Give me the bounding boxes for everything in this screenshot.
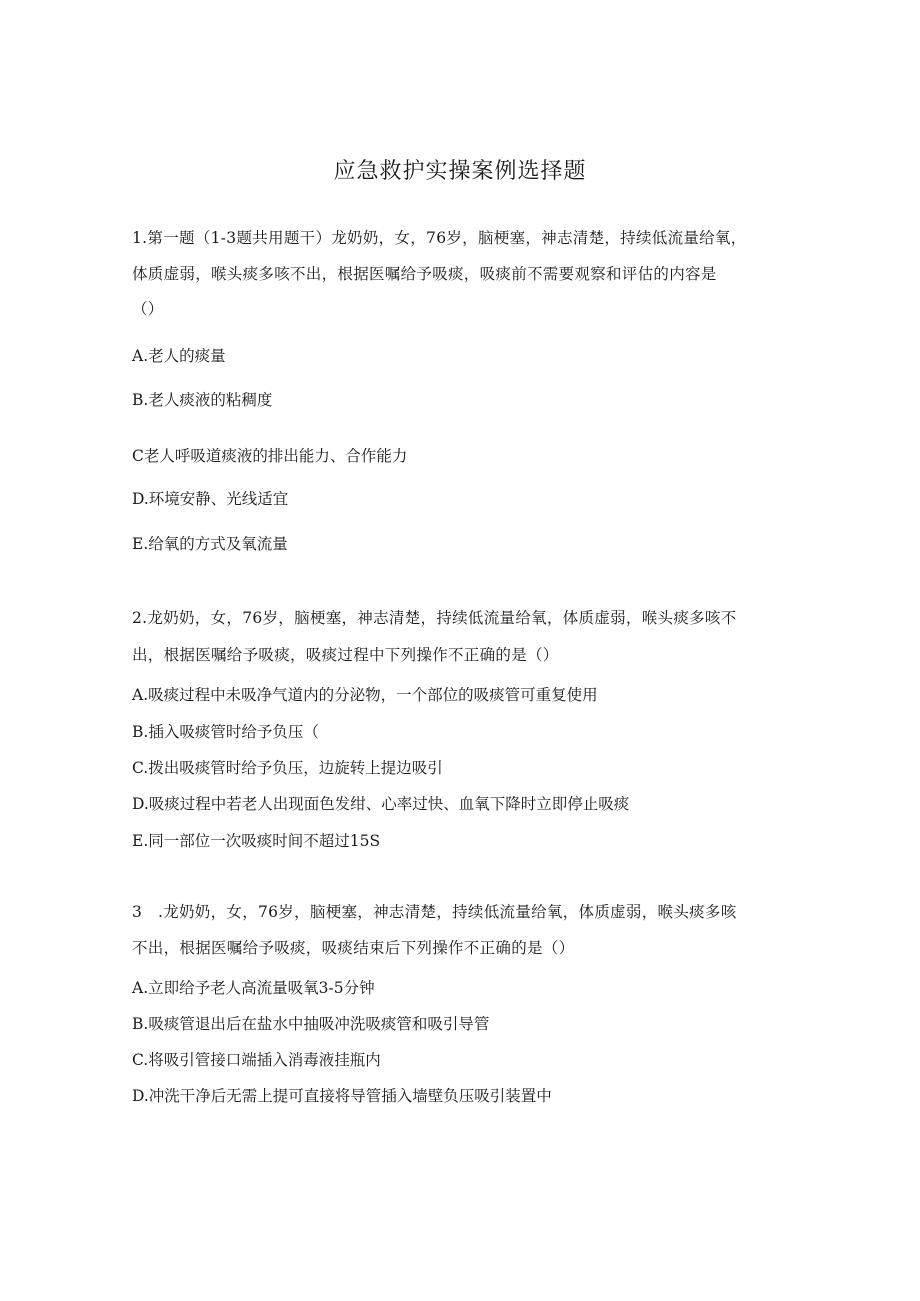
question-1-stem-line-1: 1.第一题（1-3题共用题干）龙奶奶，女，76岁，脑梗塞，神志清楚，持续低流量给氧， <box>132 229 747 247</box>
question-2-stem-line-1: 2.龙奶奶，女，76岁，脑梗塞，神志清楚，持续低流量给氧，体质虚弱，喉头痰多咳不 <box>132 609 737 627</box>
question-1-stem-line-2: 体质虚弱，喉头痰多咳不出，根据医嘱给予吸痰，吸痰前不需要观察和评估的内容是 <box>132 265 717 283</box>
question-3-option-c: C.将吸引管接口端插入消毒液挂瓶内 <box>132 1051 381 1069</box>
question-1-option-e: E.给氧的方式及氧流量 <box>132 535 288 553</box>
question-1-option-b: B.老人痰液的粘稠度 <box>132 391 273 409</box>
question-1-option-d: D.环境安静、光线适宜 <box>132 490 289 508</box>
page-title: 应急救护实操案例选择题 <box>333 159 587 184</box>
question-3-option-b: B.吸痰管退出后在盐水中抽吸冲洗吸痰管和吸引导管 <box>132 1015 490 1033</box>
question-2-option-a: A.吸痰过程中未吸净气道内的分泌物，一个部位的吸痰管可重复使用 <box>132 686 598 704</box>
question-3-stem-line-2: 不出，根据医嘱给予吸痰，吸痰结束后下列操作不正确的是（） <box>132 939 575 957</box>
question-1-stem-line-3: （） <box>132 300 164 318</box>
question-2-option-e: E.同一部位一次吸痰时间不超过15S <box>132 832 381 850</box>
question-1-option-c: C老人呼吸道痰液的排出能力、合作能力 <box>132 447 408 465</box>
question-2-option-c: C.拨出吸痰管时给予负压，边旋转上提边吸引 <box>132 759 443 777</box>
question-2-stem-line-2: 出，根据医嘱给予吸痰，吸痰过程中下列操作不正确的是（） <box>132 646 559 664</box>
question-3-stem-line-1: 3 .龙奶奶，女，76岁，脑梗塞，神志清楚，持续低流量给氧，体质虚弱，喉头痰多咳 <box>132 903 737 921</box>
question-3-option-a: A.立即给予老人高流量吸氧3-5分钟 <box>132 979 375 997</box>
question-2-option-b: B.插入吸痰管时给予负压（ <box>132 723 319 741</box>
question-1-option-a: A.老人的痰量 <box>132 347 226 365</box>
question-2-option-d: D.吸痰过程中若老人出现面色发绀、心率过快、血氧下降时立即停止吸痰 <box>132 795 630 813</box>
question-3-option-d: D.冲洗干净后无需上提可直接将导管插入墙壁负压吸引装置中 <box>132 1087 552 1105</box>
